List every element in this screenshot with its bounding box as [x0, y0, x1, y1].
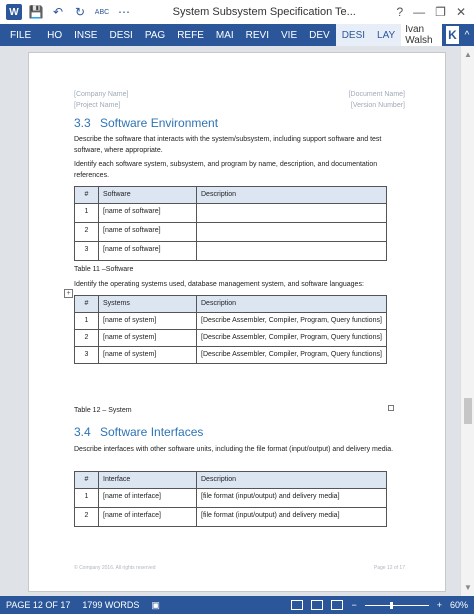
- scrollbar-thumb[interactable]: [464, 398, 472, 424]
- tab-table-layout[interactable]: LAY: [371, 24, 401, 46]
- table-row[interactable]: 2 [name of system] [Describe Assembler, Compiler, Program, Query functions]: [75, 330, 387, 347]
- spelling-icon[interactable]: ABC: [94, 8, 110, 16]
- table-move-handle-icon[interactable]: +: [64, 289, 73, 298]
- table-resize-handle[interactable]: [388, 405, 394, 411]
- document-page[interactable]: [28, 52, 446, 592]
- tab-table-design[interactable]: DESI: [336, 24, 371, 46]
- word-count[interactable]: 1799 WORDS: [82, 600, 140, 610]
- tab-review[interactable]: REVI: [245, 29, 269, 41]
- header-version-number: [Version Number]: [350, 102, 405, 109]
- view-controls: [291, 600, 468, 610]
- save-icon[interactable]: 💾: [28, 5, 44, 19]
- title-bar: [0, 0, 474, 24]
- scroll-up-icon[interactable]: ▲: [464, 50, 472, 59]
- table-caption: Table 11 –Software: [74, 266, 134, 273]
- quick-access-toolbar: [0, 4, 132, 20]
- header-document-name: [Document Name]: [348, 91, 405, 98]
- window-controls: [396, 5, 474, 19]
- zoom-slider[interactable]: [365, 605, 429, 606]
- section-paragraph: Identify each software system, subsystem, and program by name, description, and documentation references.: [74, 161, 378, 179]
- table-header-row: # Interface Description: [75, 472, 387, 489]
- redo-icon[interactable]: ↻: [74, 5, 86, 19]
- page-footer-right: Page 12 of 17: [373, 565, 405, 571]
- table-caption: Table 12 – System: [74, 407, 132, 414]
- header-project-name: [Project Name]: [74, 102, 121, 109]
- tab-insert[interactable]: INSE: [74, 29, 98, 41]
- systems-table: [74, 295, 387, 364]
- more-commands-icon[interactable]: ⋯: [118, 5, 130, 19]
- tab-page-layout[interactable]: PAG: [144, 29, 166, 41]
- close-icon[interactable]: ✕: [455, 5, 466, 19]
- tab-design[interactable]: DESI: [109, 29, 133, 41]
- status-bar: [0, 596, 474, 614]
- read-mode-icon[interactable]: [291, 600, 303, 610]
- table-row[interactable]: 2 [name of interface] [file format (input/output) and delivery media]: [75, 508, 387, 527]
- user-name[interactable]: Ivan Walsh: [401, 23, 442, 47]
- tab-mailings[interactable]: MAI: [215, 29, 234, 41]
- table-row[interactable]: 3 [name of software]: [75, 242, 387, 261]
- table-header-row: # Software Description: [75, 187, 387, 204]
- tab-file[interactable]: FILE: [0, 24, 41, 46]
- table-row[interactable]: 3 [name of system] [Describe Assembler, Compiler, Program, Query functions]: [75, 347, 387, 364]
- proofing-icon[interactable]: ▣: [151, 599, 160, 610]
- scroll-down-icon[interactable]: ▼: [464, 583, 472, 592]
- zoom-slider-knob[interactable]: [390, 602, 393, 609]
- section-paragraph: Describe interfaces with other software units, including the file format (input/output) and delivery media.: [74, 446, 394, 453]
- vertical-scrollbar[interactable]: [460, 46, 474, 596]
- minimize-icon[interactable]: —: [413, 5, 426, 19]
- page-header-left: [74, 89, 128, 111]
- table-row[interactable]: 1 [name of system] [Describe Assembler, Compiler, Program, Query functions]: [75, 313, 387, 330]
- print-layout-icon[interactable]: [311, 600, 323, 610]
- software-table: [74, 186, 387, 261]
- section-paragraph: Describe the software that interacts with the system/subsystem, including support software and test software, where appropriate.: [74, 136, 382, 154]
- undo-icon[interactable]: ↶: [52, 5, 64, 19]
- help-icon[interactable]: ?: [396, 5, 404, 19]
- ribbon-tabs: [0, 24, 474, 46]
- page-header-right: [349, 89, 405, 111]
- table-row[interactable]: 2 [name of software]: [75, 223, 387, 242]
- zoom-out-button[interactable]: −: [351, 600, 357, 610]
- zoom-in-button[interactable]: +: [436, 600, 442, 610]
- restore-icon[interactable]: ❐: [435, 5, 446, 19]
- page-footer-left: © Company 2016. All rights reserved: [74, 565, 156, 571]
- section-heading-software-interfaces: 3.4 Software Interfaces: [74, 425, 204, 439]
- section-heading-software-environment: 3.3 Software Environment: [74, 116, 219, 130]
- table-row[interactable]: 1 [name of interface] [file format (input/output) and delivery media]: [75, 489, 387, 508]
- tab-developer[interactable]: DEV: [309, 29, 330, 41]
- interfaces-table: [74, 471, 387, 527]
- collapse-ribbon-icon[interactable]: ^: [464, 29, 470, 41]
- tab-home[interactable]: HO: [47, 29, 63, 41]
- tab-view[interactable]: VIE: [281, 29, 298, 41]
- word-logo-icon[interactable]: W: [6, 4, 22, 20]
- page-count[interactable]: PAGE 12 OF 17: [6, 600, 71, 610]
- user-account[interactable]: [401, 24, 474, 46]
- tab-references[interactable]: REFE: [177, 29, 204, 41]
- zoom-level[interactable]: 60%: [449, 600, 468, 610]
- table-header-row: # Systems Description: [75, 296, 387, 313]
- avatar[interactable]: K: [448, 28, 457, 42]
- web-layout-icon[interactable]: [331, 600, 343, 610]
- document-area: [0, 46, 474, 596]
- document-title: System Subsystem Specification Te...: [172, 6, 356, 18]
- header-company-name: [Company Name]: [74, 91, 129, 98]
- table-row[interactable]: 1 [name of software]: [75, 204, 387, 223]
- section-paragraph: Identify the operating systems used, database management system, and software languages:: [74, 281, 364, 288]
